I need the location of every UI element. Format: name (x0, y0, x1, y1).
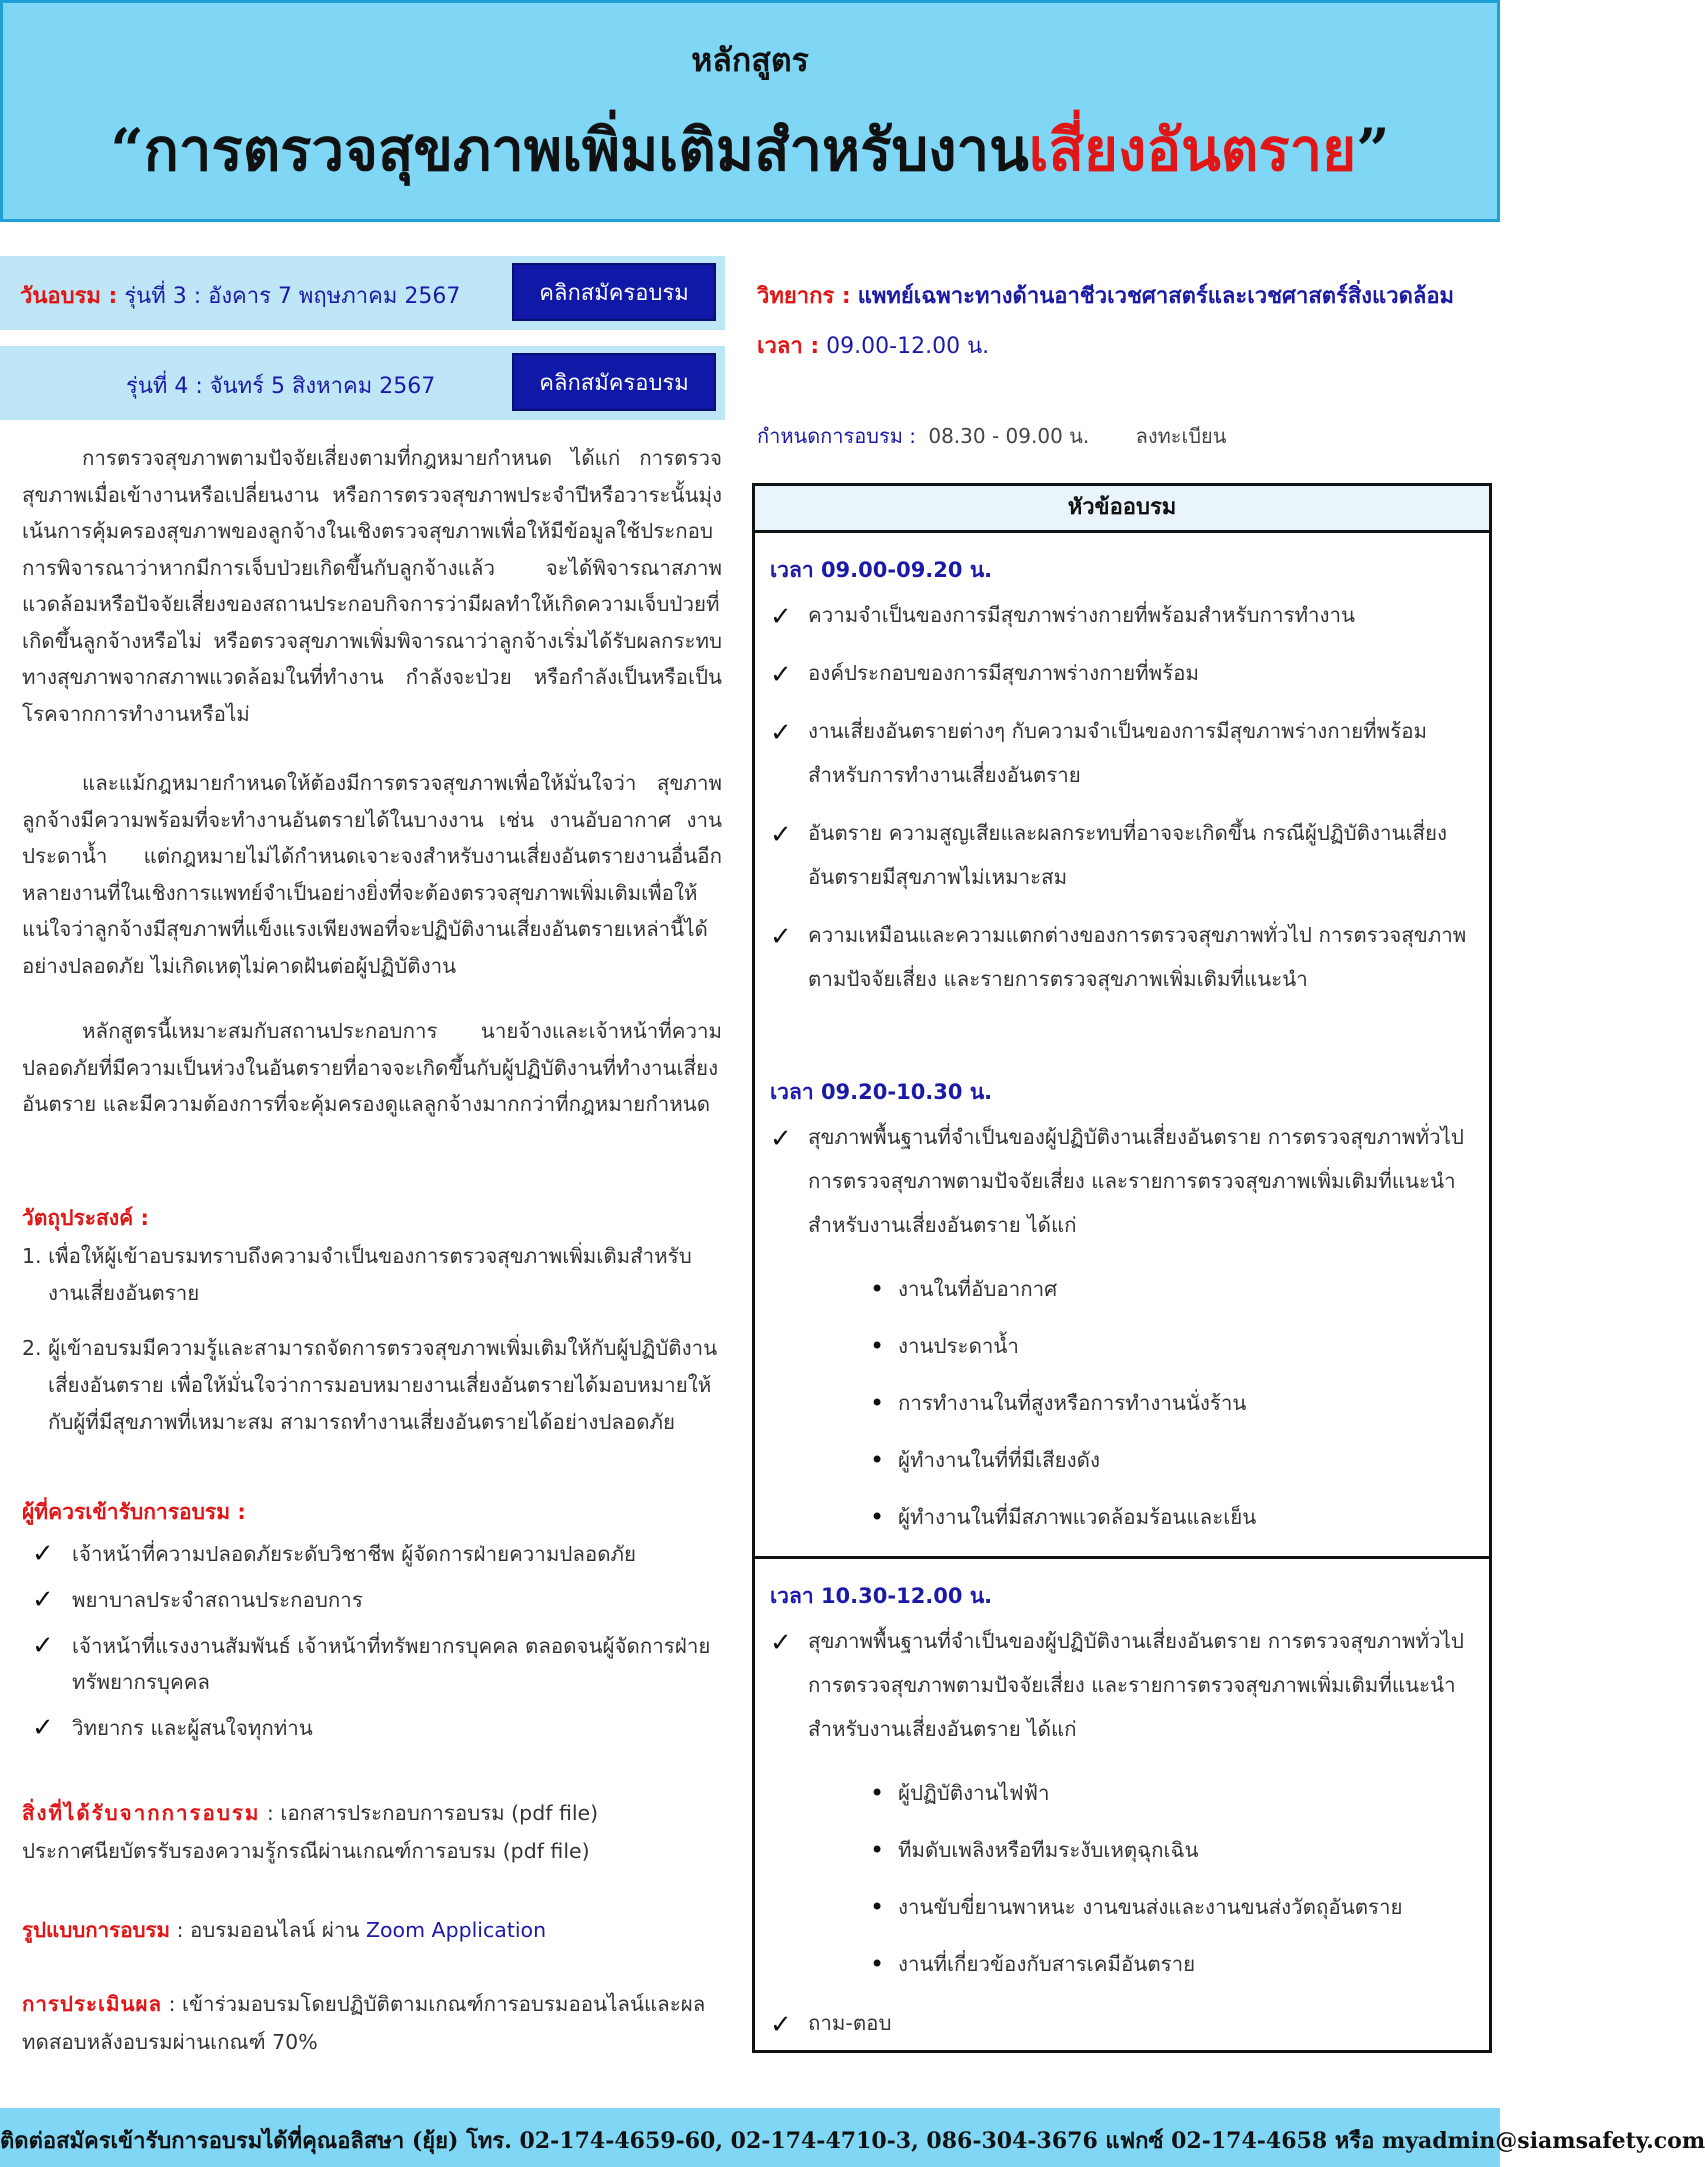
intro-paragraph-2: และแม้กฎหมายกำหนดให้ต้องมีการตรวจสุขภาพเพื่อให้มั่นใจว่า สุขภาพลูกจ้างมีความพร้อมที่จะทำงานอันตรายได้ในบางงาน เช่น งานอับอากาศ งานประดาน้ำ แต่กฎหมายไม่ได้กำหนดเจาะจงสำหรับงานเสี่ยงอันตรายงานอื่นอีกหลายงานที่ในเชิงการแพทย์จำเป็นอย่างยิ่งที่จะต้องตรวจสุขภาพเพิ่มเติมเพื่อให้แน่ใจว่าลูกจ้างมีสุขภาพที่แข็งแรงเพียงพอที่จะปฏิบัติงานเสี่ยงอันตรายเหล่านี้ได้อย่างปลอดภัย ไม่เกิดเหตุไม่คาดฝันต่อผู้ปฏิบัติงาน (22, 771, 722, 978)
objectives-list (22, 1238, 722, 1459)
audience-item (32, 1628, 722, 1700)
register-button-1[interactable]: คลิกสมัครอบรม (512, 263, 716, 321)
check-icon: ✓ (32, 1631, 54, 1661)
evaluation-text: : เข้าร่วมอบรมโดยปฏิบัติตามเกณฑ์การอบรมออนไลน์และผลทดสอบหลังอบรมผ่านเกณฑ์ 70% (22, 1992, 706, 2054)
check-icon: ✓ (770, 922, 792, 952)
bullet-item: • ทีมดับเพลิงหรือทีมระงับเหตุฉุกเฉิน (870, 1822, 1480, 1879)
speaker-label: วิทยากร : (757, 284, 851, 309)
check-icon: ✓ (770, 718, 792, 748)
audience-item-text: พยาบาลประจำสถานประกอบการ (72, 1588, 363, 1612)
title-part-1: “การตรวจสุขภาพเพิ่มเติมสำหรับงาน (110, 116, 1029, 184)
topic-slot-2 (770, 1076, 1480, 1546)
benefits-text: : เอกสารประกอบการอบรม (pdf file) ประกาศนียบัตรรับรองความรู้กรณีผ่านเกณฑ์การอบรม (pdf file) (22, 1801, 599, 1863)
audience-item-text: เจ้าหน้าที่แรงงานสัมพันธ์ เจ้าหน้าที่ทรัพยากรบุคคล ตลอดจนผู้จัดการฝ่ายทรัพยากรบุคคล (72, 1634, 711, 1694)
slot-divider (755, 1556, 1489, 1559)
intro-paragraph-1: การตรวจสุขภาพตามปัจจัยเสี่ยงตามที่กฎหมายกำหนด ได้แก่ การตรวจสุขภาพเมื่อเข้างานหรือเปลี่ยนงาน หรือการตรวจสุขภาพประจำปีหรือวาระนั้นมุ่งเน้นการคุ้มครองสุขภาพของลูกจ้างในเชิงตรวจสุขภาพเพื่อให้มีข้อมูลใช้ประกอบการพิจารณาว่าหากมีการเจ็บป่วยเกิดขึ้นกับลูกจ้างแล้ว จะได้พิจารณาสภาพแวดล้อมหรือปัจจัยเสี่ยงของสถานประกอบกิจการว่ามีผลทำให้เกิดความเจ็บป่วยที่เกิดขึ้นลูกจ้างหรือไม่ หรือตรวจสุขภาพเพิ่มพิจารณาว่าลูกจ้างเริ่มได้รับผลกระทบทางสุขภาพจากสภาพแวดล้อมในที่ทำงาน กำลังจะป่วย หรือกำลังเป็นหรือเป็นโรคจากการทำงานหรือไม่ (22, 446, 722, 726)
header-banner (0, 0, 1500, 222)
format-app: Zoom Application (365, 1918, 547, 1942)
schedule-line (757, 420, 1226, 452)
session-bar-1 (0, 256, 725, 330)
bullet-item: • งานที่เกี่ยวข้องกับสารเคมีอันตราย (870, 1936, 1480, 1993)
format-text: : อบรมออนไลน์ ผ่าน (170, 1918, 366, 1942)
topic-item-text: สุขภาพพื้นฐานที่จำเป็นของผู้ปฏิบัติงานเสี่ยงอันตราย การตรวจสุขภาพทั่วไป การตรวจสุขภาพตามปัจจัยเสี่ยง และรายการตรวจสุขภาพเพิ่มเติมที่แนะนำ สำหรับงานเสี่ยงอันตราย ได้แก่ (808, 1629, 1464, 1741)
contact-footer (0, 2108, 1705, 2167)
topic-item (770, 2001, 1480, 2045)
speaker-value: แพทย์เฉพาะทางด้านอาชีวเวชศาสตร์และเวชศาสตร์สิ่งแวดล้อม (857, 284, 1455, 309)
slot-2-time: เวลา 09.20-10.30 น. (770, 1080, 993, 1104)
audience-item-text: วิทยากร และผู้สนใจทุกท่าน (72, 1716, 313, 1740)
topics-box (752, 483, 1492, 2053)
objective-item: 1. เพื่อให้ผู้เข้าอบรมทราบถึงความจำเป็นของการตรวจสุขภาพเพิ่มเติมสำหรับงานเสี่ยงอันตราย (22, 1244, 692, 1305)
topic-slot-3 (770, 1580, 1480, 2059)
topic-item-text: งานเสี่ยงอันตรายต่างๆ กับความจำเป็นของการมีสุขภาพร่างกายที่พร้อมสำหรับการทำงานเสี่ยงอันตราย (808, 719, 1428, 787)
bullet-item: • ผู้ปฏิบัติงานไฟฟ้า (870, 1765, 1480, 1822)
topic-item (770, 1115, 1480, 1247)
session-bar-2 (0, 346, 725, 420)
check-icon: ✓ (770, 2010, 792, 2040)
objectives-heading: วัตถุประสงค์ : (22, 1206, 149, 1230)
register-button-2[interactable]: คลิกสมัครอบรม (512, 353, 716, 411)
slot-1-time: เวลา 09.00-09.20 น. (770, 558, 993, 582)
format-section (22, 1911, 722, 1949)
topic-item (770, 593, 1480, 637)
evaluation-section (22, 1985, 722, 2061)
bullet-item: • งานขับขี่ยานพาหนะ งานขนส่งและงานขนส่งวัตถุอันตราย (870, 1879, 1480, 1936)
check-icon: ✓ (32, 1539, 54, 1569)
intro-paragraph-3: หลักสูตรนี้เหมาะสมกับสถานประกอบการ นายจ้างและเจ้าหน้าที่ความปลอดภัยที่มีความเป็นห่วงในอันตรายที่อาจจะเกิดขึ้นกับผู้ปฏิบัติงานที่ทำงานเสี่ยงอันตราย และมีความต้องการที่จะคุ้มครองดูแลลูกจ้างมากกว่าที่กฎหมายกำหนด (22, 1019, 722, 1116)
topics-heading: หัวข้ออบรม (755, 486, 1489, 533)
topic-item-text: สุขภาพพื้นฐานที่จำเป็นของผู้ปฏิบัติงานเสี่ยงอันตราย การตรวจสุขภาพทั่วไป การตรวจสุขภาพตามปัจจัยเสี่ยง และรายการตรวจสุขภาพเพิ่มเติมที่แนะนำ สำหรับงานเสี่ยงอันตราย ได้แก่ (808, 1125, 1464, 1237)
schedule-time: 08.30 - 09.00 น. (928, 424, 1090, 448)
bullet-item: • ผู้ทำงานในที่ที่มีเสียงดัง (870, 1432, 1480, 1489)
contact-text: ติดต่อสมัครเข้ารับการอบรมได้ที่คุณอลิสษา (ยุ้ย) โทร. 02-174-4659-60, 02-174-4710-3, 086-304-3676 แฟกซ์ 02-174-4658 หรือ myadmin@siamsafety.com (0, 2128, 1705, 2154)
audience-item-text: เจ้าหน้าที่ความปลอดภัยระดับวิชาชีพ ผู้จัดการฝ่ายความปลอดภัย (72, 1542, 637, 1566)
schedule-activity: ลงทะเบียน (1135, 424, 1227, 448)
audience-heading: ผู้ที่ควรเข้ารับการอบรม : (22, 1500, 246, 1524)
audience-item (32, 1582, 722, 1618)
topic-item (770, 811, 1480, 899)
topic-item-text: ความเหมือนและความแตกต่างของการตรวจสุขภาพทั่วไป การตรวจสุขภาพตามปัจจัยเสี่ยง และรายการตรวจสุขภาพเพิ่มเติมที่แนะนำ (808, 923, 1467, 991)
title-part-close: ” (1356, 116, 1390, 184)
course-kicker: หลักสูตร (691, 41, 809, 79)
session-1-date: รุ่นที่ 3 : อังคาร 7 พฤษภาคม 2567 (124, 284, 461, 309)
format-label: รูปแบบการอบรม (22, 1918, 171, 1942)
topic-item (770, 913, 1480, 1001)
check-icon: ✓ (770, 1124, 792, 1154)
course-title (3, 103, 1497, 196)
check-icon: ✓ (770, 1628, 792, 1658)
slot-3-time: เวลา 10.30-12.00 น. (770, 1584, 993, 1608)
evaluation-label: การประเมินผล (22, 1992, 163, 2016)
bullet-item: • ผู้ทำงานในที่มีสภาพแวดล้อมร้อนและเย็น (870, 1489, 1480, 1546)
check-icon: ✓ (770, 660, 792, 690)
topic-item (770, 1619, 1480, 1751)
audience-item (32, 1536, 722, 1572)
time-line (757, 328, 989, 363)
objective-item: 2. ผู้เข้าอบรมมีความรู้และสามารถจัดการตรวจสุขภาพเพิ่มเติมให้กับผู้ปฏิบัติงานเสี่ยงอันตราย เพื่อให้มั่นใจว่าการมอบหมายงานเสี่ยงอันตรายได้มอบหมายให้กับผู้ที่มีสุขภาพที่เหมาะสม สามารถทำงานเสี่ยงอันตรายได้อย่างปลอดภัย (22, 1336, 718, 1434)
time-value: 09.00-12.00 น. (826, 334, 990, 359)
audience-list (32, 1536, 722, 1756)
speaker-line (757, 278, 1454, 313)
bullet-item: • การทำงานในที่สูงหรือการทำงานนั่งร้าน (870, 1375, 1480, 1432)
topic-item-text: องค์ประกอบของการมีสุขภาพร่างกายที่พร้อม (808, 661, 1199, 685)
slot-3-bullets (870, 1765, 1480, 1993)
time-label: เวลา : (757, 334, 820, 359)
topic-item (770, 651, 1480, 695)
topic-item-text: ถาม-ตอบ (808, 2011, 892, 2035)
benefits-section (22, 1794, 722, 1870)
check-icon: ✓ (32, 1585, 54, 1615)
topic-item (770, 709, 1480, 797)
check-icon: ✓ (770, 602, 792, 632)
check-icon: ✓ (770, 820, 792, 850)
bullet-item: • งานประดาน้ำ (870, 1318, 1480, 1375)
topic-slot-1 (770, 554, 1480, 1015)
session-2-date: รุ่นที่ 4 : จันทร์ 5 สิงหาคม 2567 (126, 374, 436, 399)
audience-item (32, 1710, 722, 1746)
benefits-label: สิ่งที่ได้รับจากการอบรม (22, 1801, 261, 1825)
title-part-highlight: เสี่ยงอันตราย (1028, 116, 1357, 184)
schedule-label: กำหนดการอบรม : (757, 424, 916, 448)
date-label: วันอบรม : (20, 284, 118, 309)
topic-item-text: อันตราย ความสูญเสียและผลกระทบที่อาจจะเกิดขึ้น กรณีผู้ปฏิบัติงานเสี่ยงอันตรายมีสุขภาพไม่เหมาะสม (808, 821, 1448, 889)
slot-2-bullets (870, 1261, 1480, 1546)
session-1-text (20, 278, 460, 313)
bullet-item: • งานในที่อับอากาศ (870, 1261, 1480, 1318)
topic-item-text: ความจำเป็นของการมีสุขภาพร่างกายที่พร้อมสำหรับการทำงาน (808, 603, 1356, 627)
check-icon: ✓ (32, 1713, 54, 1743)
